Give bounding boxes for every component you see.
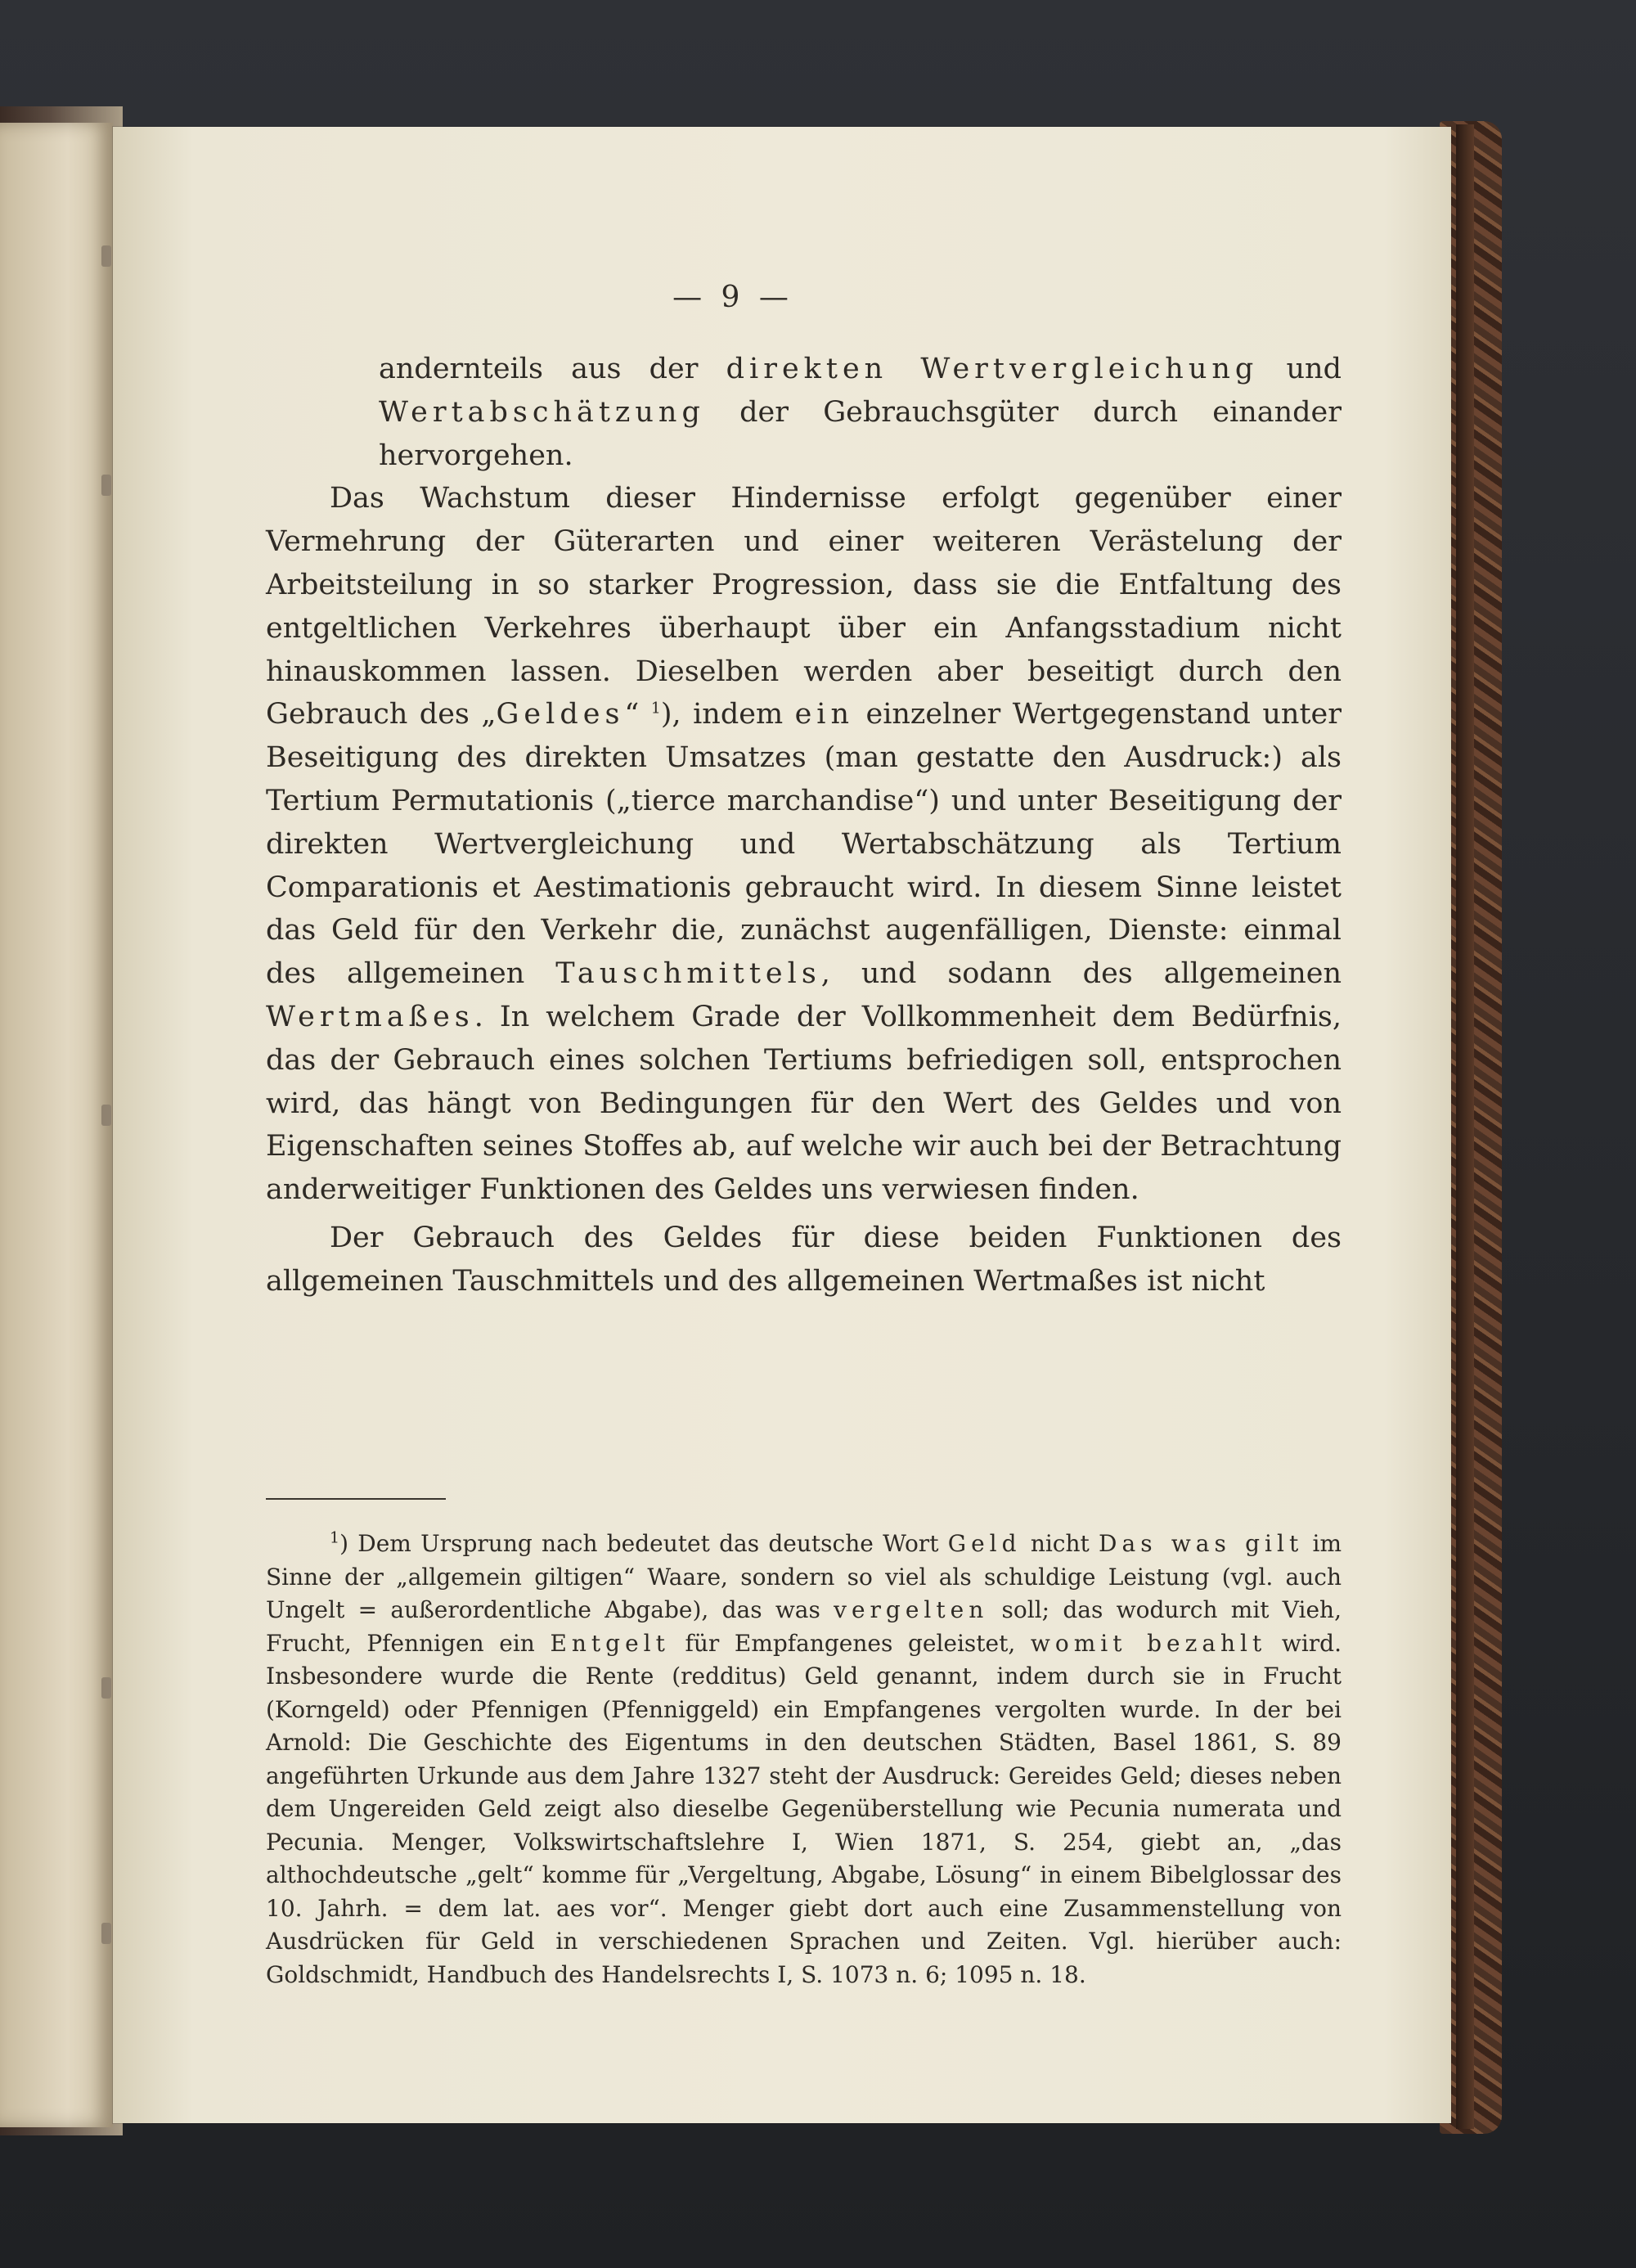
text-run: ) Dem Ursprung nach bedeutet das deutsche Wort [339, 1530, 948, 1557]
footnote-text [266, 1528, 1342, 1991]
binding-stitch [101, 245, 111, 267]
text-run: Der Gebrauch des Geldes für diese beiden Funktionen des allgemeinen Tauschmittels und des allgemeinen Wertmaßes ist nicht [266, 1221, 1342, 1298]
footnote-marker: 1 [330, 1528, 340, 1547]
spaced-emphasis: Entgelt [550, 1629, 670, 1657]
binding-stitch [101, 1923, 111, 1944]
text-run: . In welchem Grade der Vollkommenheit dem Bedürfnis, das der Gebrauch eines solchen Tertiums befriedigen soll, entsprochen wird, das hängt von Bedingungen für den Wert des Geldes und von Eigenschaften seines Stoffes ab, auf welche wir auch bei der Betrachtung anderweitiger Funktionen des Geldes uns verwiesen finden. [266, 1000, 1342, 1207]
text-run: einzelner Wertgegenstand unter Beseitigung des direkten Umsatzes (man gestatte den Ausdruck:) als Tertium Permutationis („tierce marchandise“) und unter Beseitigung der direkten Wertvergleichung und Wertabschätzung als Tertium Comparationis et Aestimationis gebraucht wird. In diesem Sinne leistet das Geld für den Verkehr die, zunächst augenfälligen, Dienste: einmal des allgemeinen [266, 698, 1342, 991]
binding-stitch [101, 1677, 111, 1699]
spaced-emphasis: direkten Wertvergleichung [726, 353, 1259, 385]
text-run: andernteils aus der [379, 353, 726, 385]
text-run: soll; das wodurch mit Vieh, Frucht, Pfennigen ein [266, 1596, 1342, 1657]
book-page [113, 127, 1451, 2123]
text-run: “ [624, 698, 651, 731]
spaced-emphasis: Geld [947, 1530, 1022, 1557]
footnote-rule [266, 1498, 446, 1500]
text-run: nicht [1021, 1530, 1099, 1557]
binding-stitch [101, 475, 111, 496]
text-run: und [1258, 353, 1342, 385]
text-run: wird. Insbesondere wurde die Rente (redditus) Geld genannt, indem durch sie in Frucht (Korngeld) oder Pfennigen (Pfenniggeld) ein Empfangenes vergolten wurde. In der bei Arnold: Die Geschichte des Eigentums in den deutschen Städten, Basel 1861, S. 89 angeführten Urkunde aus dem Jahre 1327 steht der Ausdruck: Gereides Geld; dieses neben dem Ungereiden Geld zeigt also dieselbe Gegenüberstellung wie Pecunia numerata und Pecunia. Menger, Volkswirtschaftslehre I, Wien 1871, S. 254, giebt an, „das althochdeutsche „gelt“ komme für „Vergeltung, Abgabe, Lösung“ in einem Bibelglossar des 10. Jahrh. = dem lat. aes vor“. Menger giebt dort auch eine Zusammenstellung von Ausdrücken für Geld in verschiedenen Sprachen und Zeiten. Vgl. hierüber auch: Goldschmidt, Handbuch des Handelsrechts I, S. 1073 n. 6; 1095 n. 18. [266, 1629, 1342, 1988]
paragraph [266, 477, 1342, 1212]
footnote [266, 1528, 1342, 1991]
spaced-emphasis: vergelten [834, 1596, 989, 1623]
paragraph [266, 1217, 1342, 1303]
text-run: für Empfangenes geleistet, [669, 1629, 1031, 1657]
text-run: ), indem [660, 698, 795, 731]
text-run: Das Wachstum dieser Hindernisse erfolgt gegenüber einer Vermehrung der Güterarten und einer weiteren Verästelung der Arbeitsteilung in so starker Progression, dass sie die Entfaltung des entgeltlichen Verkehres überhaupt über ein Anfangsstadium nicht hinauskommen lassen. Dieselben werden aber beseitigt durch den Gebrauch des „ [266, 482, 1342, 731]
cover-board-edge [1456, 124, 1474, 2129]
spaced-emphasis: womit bezahlt [1030, 1629, 1267, 1657]
spaced-emphasis: ein [794, 698, 855, 731]
text-run: der Gebrauchsgüter durch einander hervorgehen. [379, 395, 1342, 472]
spaced-emphasis: Wertmaßes [266, 1000, 474, 1033]
footnote-marker: 1 [650, 699, 661, 718]
spaced-emphasis: Geldes [496, 698, 625, 731]
left-page-edge [0, 123, 113, 2127]
spaced-emphasis: Das was gilt [1099, 1530, 1304, 1557]
spaced-emphasis: Wertabschätzung [379, 395, 705, 429]
text-run: , und sodann des allgemeinen [820, 957, 1342, 991]
spaced-emphasis: Tauschmittels [555, 957, 821, 991]
body-text [266, 348, 1342, 1303]
paragraph [266, 348, 1342, 477]
binding-stitch [101, 1105, 111, 1126]
text-run: im Sinne der „allgemein giltigen“ Waare, sondern so viel als schuldige Leistung (vgl. auch Ungelt = außerordentliche Abgabe), das was [266, 1530, 1342, 1623]
page-number: — 9 — [672, 281, 793, 314]
